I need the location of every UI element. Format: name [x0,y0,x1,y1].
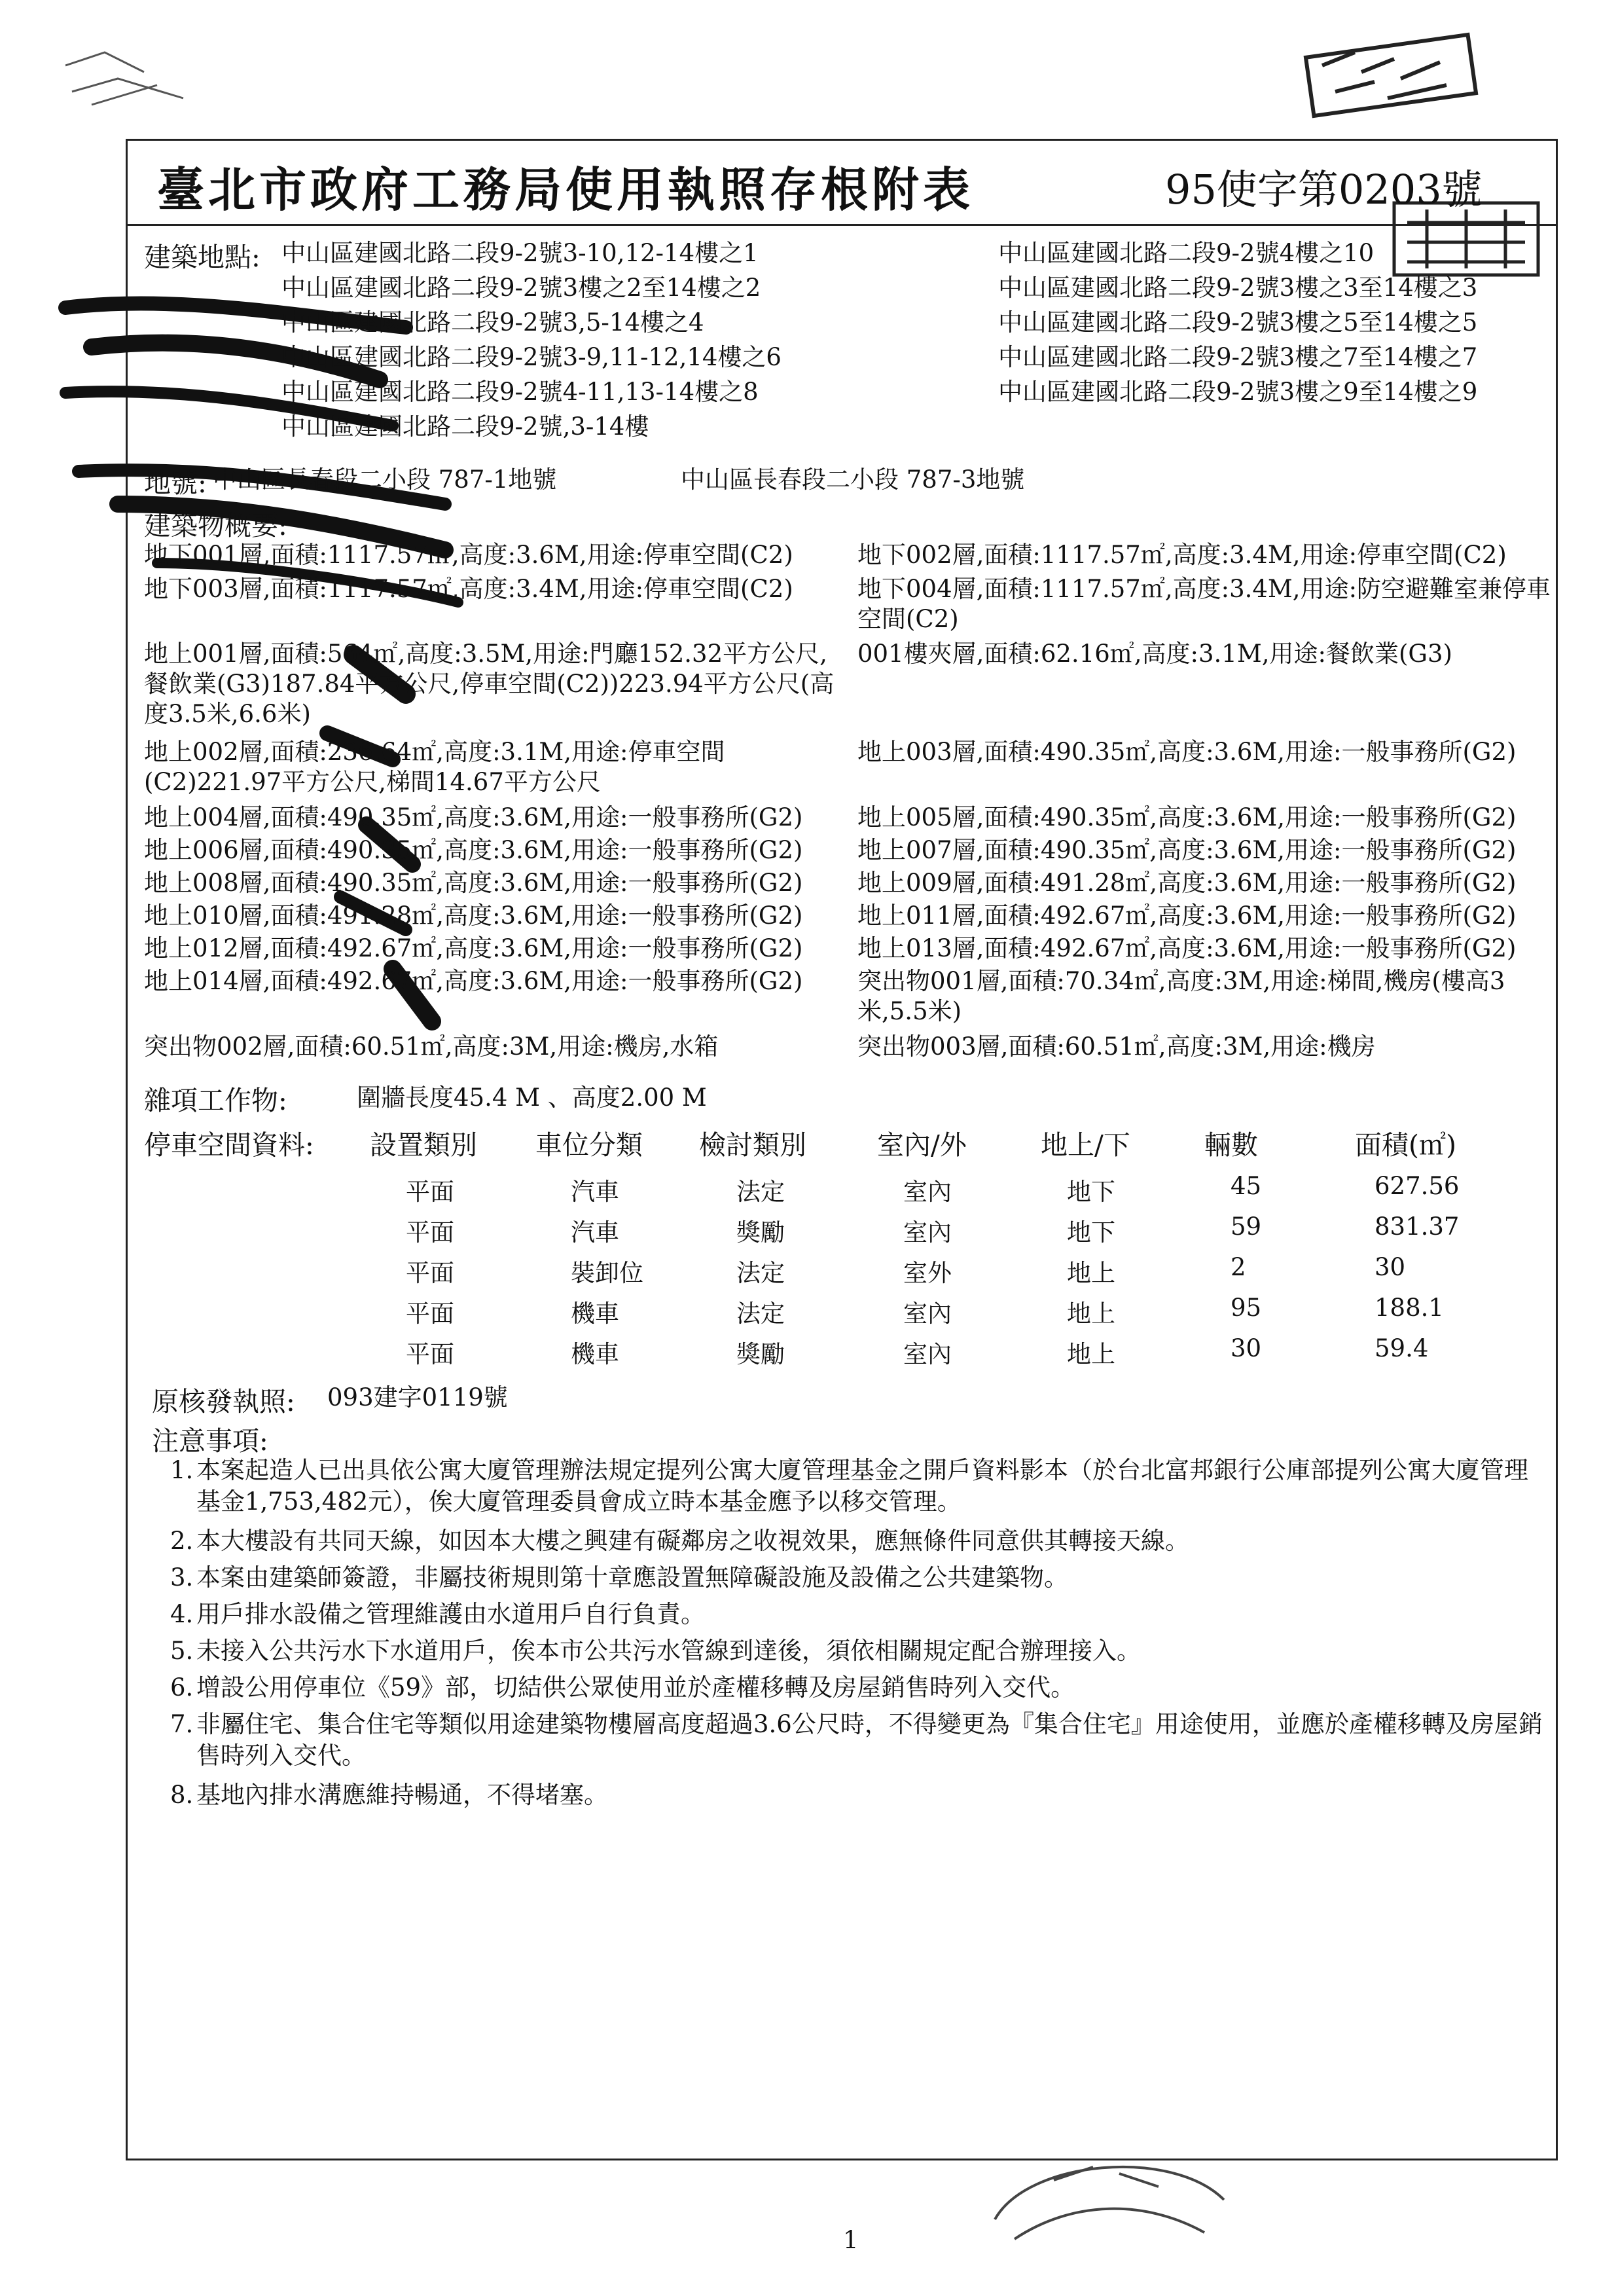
note-text: 用戶排水設備之管理維護由水道用戶自行負責。 [196,1600,705,1628]
parking-cell: 地下 [1067,1178,1115,1206]
address-left-6: 中山區建國北路二段9-2號,3-14樓 [281,412,649,441]
address-right-3: 中山區建國北路二段9-2號3樓之5至14樓之5 [998,308,1478,337]
floor-info: 地上011層,面積:492.67㎡,高度:3.6M,用途:一般事務所(G2) [857,902,1517,930]
original-permit-value: 093建字0119號 [327,1383,508,1412]
parking-cell: 平面 [406,1218,454,1247]
parking-header: 車位分類 [535,1129,643,1161]
notes-label: 注意事項: [152,1425,268,1457]
floor-info: 突出物002層,面積:60.51㎡,高度:3M,用途:機房,水箱 [144,1032,719,1061]
overview-label: 建築物概要: [144,510,287,541]
parking-label: 停車空間資料: [144,1129,314,1161]
document-title: 臺北市政府工務局使用執照存根附表 [157,162,975,217]
parking-header: 面積(㎡) [1355,1129,1456,1161]
floor-info: 地上003層,面積:490.35㎡,高度:3.6M,用途:一般事務所(G2) [857,738,1517,766]
floor-info: 地下003層,面積:1117.57㎡,高度:3.4M,用途:停車空間(C2) [144,575,793,603]
floor-info: 地上001層,面積:564㎡,高度:3.5M,用途:門廳152.32平方公尺,餐飲業(G3)187.84平方公尺,停車空間(C2))223.94平方公尺(高度3.5米,6.6米) [144,640,835,728]
address-right-4: 中山區建國北路二段9-2號3樓之7至14樓之7 [998,343,1478,371]
parking-cell: 地上 [1067,1259,1115,1287]
parking-cell: 平面 [406,1178,454,1206]
floor-info: 地上007層,面積:490.35㎡,高度:3.6M,用途:一般事務所(G2) [857,836,1517,864]
stamp-top-left-smudge [52,39,223,118]
original-permit-label: 原核發執照: [152,1386,295,1417]
parking-cell: 95 [1231,1294,1262,1322]
floor-info: 地上010層,面積:491.28㎡,高度:3.6M,用途:一般事務所(G2) [144,902,803,930]
stamp-top-right [1296,26,1512,144]
parking-cell: 831.37 [1375,1212,1460,1241]
note-item [170,1779,1545,1811]
address-left-3: 中山區建國北路二段9-2號3,5-14樓之4 [281,308,704,337]
parking-cell: 30 [1231,1334,1262,1362]
parking-header: 設置類別 [370,1129,477,1161]
floor-info: 突出物001層,面積:70.34㎡,高度:3M,用途:梯間,機房(樓高3米,5.5米) [857,967,1505,1025]
parking-cell: 188.1 [1375,1294,1444,1322]
floor-info: 地上004層,面積:490.35㎡,高度:3.6M,用途:一般事務所(G2) [144,803,803,831]
floor-info: 地上012層,面積:492.67㎡,高度:3.6M,用途:一般事務所(G2) [144,934,803,962]
parking-cell: 室內 [903,1178,952,1206]
note-number: 2. [170,1527,194,1555]
address-left-2: 中山區建國北路二段9-2號3樓之2至14樓之2 [281,274,761,302]
address-left-4: 中山區建國北路二段9-2號3-9,11-12,14樓之6 [281,343,782,371]
address-right-1: 中山區建國北路二段9-2號4樓之10 [998,239,1375,267]
note-text: 基地內排水溝應維持暢通，不得堵塞。 [196,1781,608,1809]
parking-cell: 獎勵 [736,1218,785,1247]
parking-cell: 機車 [571,1340,619,1368]
parking-cell: 室內 [903,1300,952,1328]
floor-info: 地上009層,面積:491.28㎡,高度:3.6M,用途:一般事務所(G2) [857,869,1517,897]
parking-cell: 法定 [736,1178,785,1206]
parking-cell: 627.56 [1375,1172,1460,1200]
lot-value-1: 中山區長春段二小段 787-1地號 [213,465,557,494]
parking-cell: 汽車 [571,1218,619,1247]
note-number: 3. [170,1563,194,1592]
address-left-5: 中山區建國北路二段9-2號4-11,13-14樓之8 [281,378,759,406]
parking-cell: 地上 [1067,1300,1115,1328]
parking-header: 室內/外 [877,1129,967,1161]
note-item [170,1525,1545,1557]
note-item [170,1672,1545,1704]
parking-cell: 59.4 [1375,1334,1429,1362]
parking-cell: 機車 [571,1300,619,1328]
floor-info: 001樓夾層,面積:62.16㎡,高度:3.1M,用途:餐飲業(G3) [857,640,1452,668]
note-text: 本大樓設有共同天線，如因本大樓之興建有礙鄰房之收視效果，應無條件同意供其轉接天線。 [196,1527,1189,1555]
note-number: 6. [170,1673,194,1702]
parking-cell: 室內 [903,1218,952,1247]
parking-cell: 平面 [406,1340,454,1368]
note-text: 增設公用停車位《59》部，切結供公眾使用並於產權移轉及房屋銷售時列入交代。 [196,1673,1075,1702]
parking-cell: 地上 [1067,1340,1115,1368]
stamp-bottom-right [975,2121,1250,2265]
parking-header: 檢討類別 [699,1129,806,1161]
note-text: 未接入公共污水下水道用戶，俟本市公共污水管線到達後，須依相關規定配合辦理接入。 [196,1637,1141,1665]
floor-info: 地下004層,面積:1117.57㎡,高度:3.4M,用途:防空避難室兼停車空間(C2) [857,575,1551,633]
parking-header: 輛數 [1204,1129,1258,1161]
parking-cell: 室外 [903,1259,952,1287]
address-label: 建築地點: [144,242,261,273]
address-left-1: 中山區建國北路二段9-2號3-10,12-14樓之1 [281,239,759,267]
misc-label: 雜項工作物: [144,1085,287,1116]
parking-cell: 裝卸位 [571,1259,643,1287]
address-right-2: 中山區建國北路二段9-2號3樓之3至14樓之3 [998,274,1478,302]
parking-cell: 獎勵 [736,1340,785,1368]
page-number: 1 [843,2226,859,2254]
note-item [170,1635,1545,1667]
floor-info: 地上008層,面積:490.35㎡,高度:3.6M,用途:一般事務所(G2) [144,869,803,897]
floor-info: 地上002層,面積:236.64㎡,高度:3.1M,用途:停車空間(C2)221.97平方公尺,梯間14.67平方公尺 [144,738,725,796]
floor-info: 地上005層,面積:490.35㎡,高度:3.6M,用途:一般事務所(G2) [857,803,1517,831]
permit-number: 95使字第0203號 [1165,166,1483,213]
note-text: 本案由建築師簽證，非屬技術規則第十章應設置無障礙設施及設備之公共建築物。 [196,1563,1068,1592]
parking-cell: 59 [1231,1212,1262,1241]
note-item [170,1709,1545,1772]
parking-cell: 45 [1231,1172,1262,1200]
note-number: 5. [170,1637,194,1665]
parking-cell: 地下 [1067,1218,1115,1247]
floor-info: 地上006層,面積:490.35㎡,高度:3.6M,用途:一般事務所(G2) [144,836,803,864]
misc-value: 圍牆長度45.4 M 、高度2.00 M [357,1084,707,1112]
title-divider [126,224,1558,226]
parking-cell: 平面 [406,1300,454,1328]
parking-cell: 法定 [736,1259,785,1287]
note-item [170,1455,1545,1518]
lot-value-2: 中山區長春段二小段 787-3地號 [681,465,1025,494]
floor-info: 地下001層,面積:1117.57㎡,高度:3.6M,用途:停車空間(C2) [144,541,793,569]
floor-info: 突出物003層,面積:60.51㎡,高度:3M,用途:機房 [857,1032,1376,1061]
parking-cell: 30 [1375,1253,1406,1281]
parking-cell: 法定 [736,1300,785,1328]
note-text: 非屬住宅、集合住宅等類似用途建築物樓層高度超過3.6公尺時，不得變更為『集合住宅』用途使用，並應於產權移轉及房屋銷售時列入交代。 [196,1710,1543,1770]
note-item [170,1562,1545,1594]
lot-label: 地號: [144,467,207,499]
parking-header: 地上/下 [1041,1129,1130,1161]
note-text: 本案起造人已出具依公寓大廈管理辦法規定提列公寓大廈管理基金之開戶資料影本（於台北富邦銀行公庫部提列公寓大廈管理基金1,753,482元），俟大廈管理委員會成立時本基金應予以移交管理。 [196,1456,1528,1516]
parking-cell: 室內 [903,1340,952,1368]
parking-cell: 汽車 [571,1178,619,1206]
address-right-5: 中山區建國北路二段9-2號3樓之9至14樓之9 [998,378,1478,406]
note-item [170,1599,1545,1630]
note-number: 7. [170,1710,194,1738]
floor-info: 地上013層,面積:492.67㎡,高度:3.6M,用途:一般事務所(G2) [857,934,1517,962]
floor-info: 地上014層,面積:492.67㎡,高度:3.6M,用途:一般事務所(G2) [144,967,803,995]
note-number: 1. [170,1456,194,1484]
parking-cell: 平面 [406,1259,454,1287]
note-number: 8. [170,1781,194,1809]
note-number: 4. [170,1600,194,1628]
floor-info: 地下002層,面積:1117.57㎡,高度:3.4M,用途:停車空間(C2) [857,541,1507,569]
parking-cell: 2 [1231,1253,1246,1281]
